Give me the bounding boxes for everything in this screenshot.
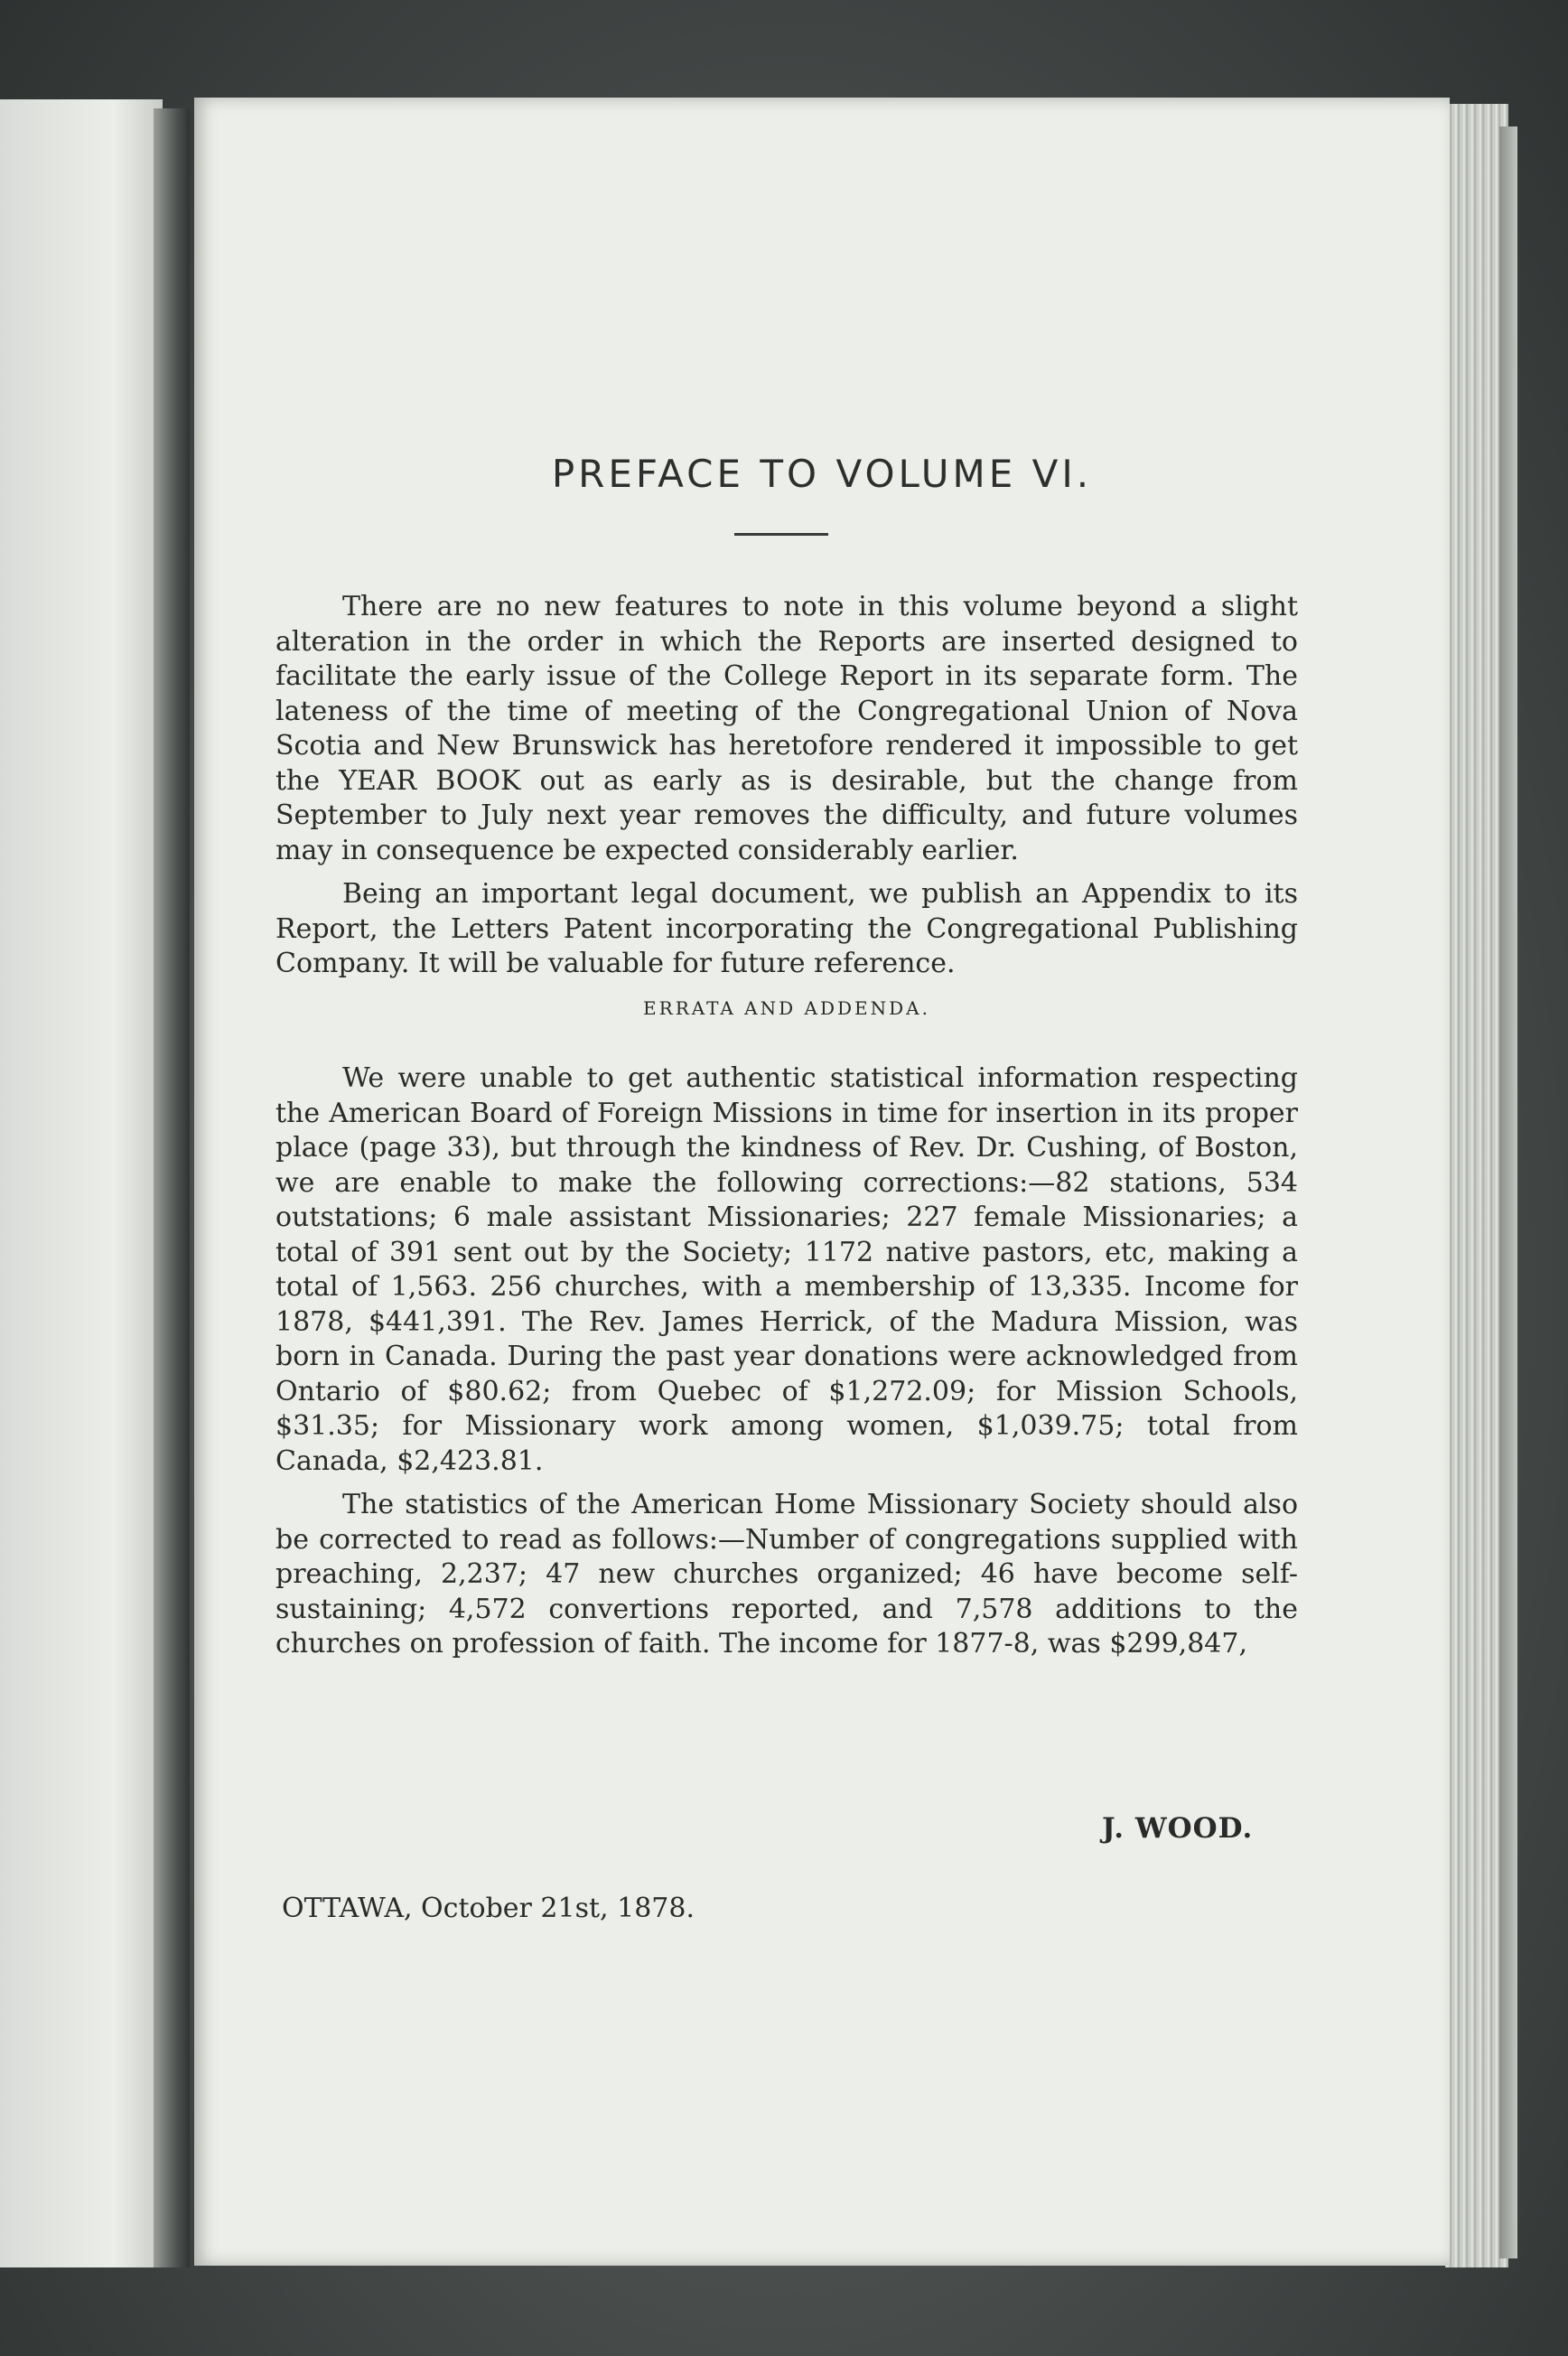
signature: J. WOOD.: [1102, 1812, 1254, 1845]
preface-body: [275, 590, 1298, 1662]
dateline: OTTAWA, October 21st, 1878.: [282, 1893, 695, 1924]
page-title: PREFACE TO VOLUME VI.: [551, 452, 1093, 496]
facing-page-edge: [0, 99, 163, 2267]
book-page: [194, 98, 1450, 2266]
preface-paragraph-2: Being an important legal document, we publish an Appendix to its Report, the Letters Patent incorporating the Congregational Publishing Company. It will be valuable for future reference.: [275, 878, 1298, 979]
title-rule: [734, 533, 828, 536]
errata-paragraph-2: The statistics of the American Home Missionary Society should also be corrected to read as follows:—Number of congregations supplied with preaching, 2,237; 47 new churches organized; 46 have become self-sustaining; 4,572 convertions reported, and 7,578 additions to the churches on profession of faith. The income for 1877-8, was $299,847,: [275, 1489, 1298, 1659]
errata-paragraph-1: We were unable to get authentic statistical information respecting the American Board of Foreign Missions in time for insertion in its proper place (page 33), but through the kindness of Rev. Dr. Cushing, of Boston, we are enable to make the following corrections:—82 stations, 534 outstations; 6 male assistant Missionaries; 227 female Missionaries; a total of 391 sent out by the Society; 1172 native pastors, etc, making a total of 1,563. 256 churches, with a membership of 13,335. Income for 1878, $441,391. The Rev. James Herrick, of the Madura Mission, was born in Canada. During the past year donations were acknowledged from Ontario of $80.62; from Quebec of $1,272.09; for Mission Schools, $31.35; for Missionary work among women, $1,039.75; total from Canada, $2,423.81.: [275, 1062, 1298, 1477]
book-cover-edge: [1499, 126, 1517, 2258]
preface-paragraph-1: There are no new features to note in this volume beyond a slight alteration in the order in which the Reports are inserted designed to facilitate the early issue of the College Report in its separate form. The lateness of the time of meeting of the Congregational Union of Nova Scotia and New Brunswick has heretofore rendered it impossible to get the YEAR BOOK out as early as is desirable, but the change from September to July next year removes the difficulty, and future volumes may in consequence be expected considerably earlier.: [275, 591, 1298, 866]
book-gutter: [154, 108, 190, 2267]
errata-heading: ERRATA AND ADDENDA.: [643, 996, 930, 1019]
